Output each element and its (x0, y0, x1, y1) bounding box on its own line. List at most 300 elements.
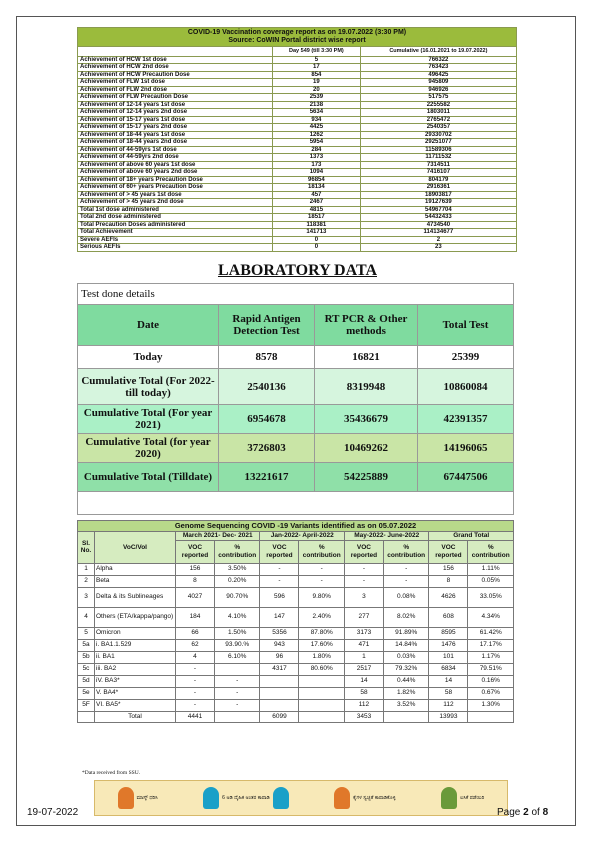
genome-row (78, 563, 514, 575)
vaccination-row-label: Achievement of 15-17 years 1st dose (78, 116, 273, 124)
vaccination-row-cumulative: 11589306 (360, 146, 516, 154)
mask-person-icon (118, 787, 134, 809)
vaccination-row-day: 0 (273, 244, 361, 252)
vaccination-row-label: Achievement of 15-17 years 2nd dose (78, 124, 273, 132)
genome-total-blank (214, 711, 260, 722)
genome-cell-p1v: 4027 (176, 587, 215, 607)
vaccination-row-day: 18134 (273, 184, 361, 192)
genome-cell-gp: 79.51% (468, 663, 514, 675)
lab-row-rtpcr: 54225889 (315, 463, 418, 492)
vaccination-row-cumulative: 2765472 (360, 116, 516, 124)
genome-cell-gp: 0.16% (468, 675, 514, 687)
genome-total-blank (299, 711, 345, 722)
vaccination-row-label: Total Precaution Doses administered (78, 221, 273, 229)
lab-caption: Test done details (78, 284, 514, 305)
vaccination-table (77, 27, 517, 252)
vaccination-row-cumulative: 763423 (360, 64, 516, 72)
vaccination-row-label: Achievement of > 45 years 2nd dose (78, 199, 273, 207)
genome-cell-p1p: 3.50% (214, 563, 260, 575)
genome-cell-name: V. BA4* (95, 687, 176, 699)
vaccination-row-cumulative: 7416107 (360, 169, 516, 177)
vaccination-row-cumulative: 29330702 (360, 131, 516, 139)
vaccination-row-cumulative: 19127639 (360, 199, 516, 207)
lab-row-rtpcr: 8319948 (315, 369, 418, 405)
vaccination-row-cumulative: 766322 (360, 56, 516, 64)
lab-row-total: 25399 (418, 346, 514, 369)
genome-cell-p2v (260, 687, 299, 699)
vaccination-row-label: Achievement of FLW Precaution Dose (78, 94, 273, 102)
vaccination-row-label: Total Achievement (78, 229, 273, 237)
vaccination-row (78, 56, 517, 64)
genome-cell-p1v: 62 (176, 639, 215, 651)
genome-cell-name: Others (ETA/kappa/pango) (95, 607, 176, 627)
lab-blank-row (78, 492, 514, 515)
lab-row-rtpcr: 35436679 (315, 405, 418, 434)
genome-cell-p3v: 277 (344, 607, 383, 627)
vaccination-row-day: 1373 (273, 154, 361, 162)
lab-row-rtpcr: 16821 (315, 346, 418, 369)
genome-cell-gp: 1.17% (468, 651, 514, 663)
genome-cell-gv: 101 (429, 651, 468, 663)
vaccination-row-cumulative: 54967704 (360, 206, 516, 214)
genome-cell-name: Alpha (95, 563, 176, 575)
hand-wash-icon (334, 787, 350, 809)
lab-row-total: 42391357 (418, 405, 514, 434)
vaccination-row (78, 131, 517, 139)
lab-row-label: Cumulative Total (for year 2020) (78, 434, 219, 463)
vaccination-title (78, 28, 517, 47)
vaccination-title-text: COVID-19 Vaccination coverage report as on 19.07.2022 (3:30 PM) (187, 29, 407, 36)
vaccination-row-day: 457 (273, 191, 361, 199)
genome-row (78, 587, 514, 607)
genome-cell-p1v: - (176, 687, 215, 699)
vaccination-row-label: Total 2nd dose administered (78, 214, 273, 222)
genome-cell-p3p: 8.02% (383, 607, 429, 627)
lab-row-total: 14196065 (418, 434, 514, 463)
genome-row (78, 699, 514, 711)
genome-cell-name: Delta & its Sublineages (95, 587, 176, 607)
genome-cell-p3p: - (383, 575, 429, 587)
vaccination-row-label: Achievement of 18-44 years 1st dose (78, 131, 273, 139)
vaccination-row-cumulative: 4734540 (360, 221, 516, 229)
genome-cell-p3v: 3 (344, 587, 383, 607)
lab-row (78, 463, 514, 492)
genome-cell-p3v: 3173 (344, 627, 383, 639)
vaccination-source: Source: CoWIN Portal district wise report (228, 37, 366, 44)
vaccination-row-day: 18517 (273, 214, 361, 222)
vaccination-row-day: 2467 (273, 199, 361, 207)
genome-cell-gp: 0.67% (468, 687, 514, 699)
vaccination-row-day: 854 (273, 71, 361, 79)
genome-cell-sl: 5a (78, 639, 95, 651)
vaccination-row-label: Achievement of 18-44 years 2nd dose (78, 139, 273, 147)
genome-total-p1v: 4441 (176, 711, 215, 722)
lab-table (77, 283, 514, 515)
lab-row (78, 405, 514, 434)
genome-cell-p1v: - (176, 675, 215, 687)
banner-hands (334, 787, 396, 809)
vaccination-row-day: 141713 (273, 229, 361, 237)
genome-body (78, 563, 514, 711)
vaccination-row (78, 86, 517, 94)
lab-row-label: Cumulative Total (For 2022- till today) (78, 369, 219, 405)
genome-row (78, 575, 514, 587)
vaccination-row-cumulative: 114134677 (360, 229, 516, 237)
genome-cell-p2p: 9.80% (299, 587, 345, 607)
genome-cell-p2p: 17.60% (299, 639, 345, 651)
genome-cell-p2p: 1.80% (299, 651, 345, 663)
genome-cell-gv: 156 (429, 563, 468, 575)
vaccination-row-day: 96854 (273, 176, 361, 184)
vaccination-row (78, 221, 517, 229)
vaccination-row (78, 206, 517, 214)
vaccination-row-cumulative: 517575 (360, 94, 516, 102)
genome-cell-gp: 33.05% (468, 587, 514, 607)
footer-date: 19-07-2022 (27, 807, 79, 818)
banner-mask (118, 787, 158, 809)
genome-header-grand-total: Grand Total (429, 532, 514, 541)
lab-row-label: Cumulative Total (Tilldate) (78, 463, 219, 492)
vaccination-row-day: 284 (273, 146, 361, 154)
vaccination-row (78, 101, 517, 109)
lab-row-rtpcr: 10469262 (315, 434, 418, 463)
genome-header-period3: May-2022- June-2022 (344, 532, 428, 541)
vaccination-row-label: Total 1st dose administered (78, 206, 273, 214)
genome-cell-p1p (214, 663, 260, 675)
genome-sub-pct: % contribution (214, 540, 260, 563)
vaccination-row-label: Achievement of 44-59yrs 1st dose (78, 146, 273, 154)
genome-cell-gv: 1476 (429, 639, 468, 651)
genome-cell-p2p: 2.40% (299, 607, 345, 627)
genome-cell-name: iii. BA2 (95, 663, 176, 675)
person-icon (203, 787, 219, 809)
page-current: 2 (523, 807, 529, 818)
lab-row-total: 10860084 (418, 369, 514, 405)
lab-row-rat: 2540136 (219, 369, 315, 405)
genome-cell-p2v: 5356 (260, 627, 299, 639)
vaccination-row-label: Severe AEFIs (78, 236, 273, 244)
genome-cell-p2v (260, 675, 299, 687)
banner-distance (203, 787, 289, 809)
vaccination-row-day: 5 (273, 56, 361, 64)
genome-cell-p3v: 112 (344, 699, 383, 711)
vaccination-row-day: 118381 (273, 221, 361, 229)
vaccination-row-cumulative: 804179 (360, 176, 516, 184)
genome-sub-voc: VOC reported (344, 540, 383, 563)
genome-cell-gv: 4626 (429, 587, 468, 607)
lab-row (78, 346, 514, 369)
lab-row (78, 369, 514, 405)
genome-cell-p3p: 0.44% (383, 675, 429, 687)
vaccination-row (78, 154, 517, 162)
awareness-banner (94, 780, 508, 816)
genome-total-p2v: 6099 (260, 711, 299, 722)
vaccination-row-day: 2138 (273, 101, 361, 109)
genome-header-period1: March 2021- Dec- 2021 (176, 532, 260, 541)
vaccination-row-label: Achievement of FLW 2nd dose (78, 86, 273, 94)
genome-cell-p2v: - (260, 575, 299, 587)
vaccination-row-cumulative: 2916361 (360, 184, 516, 192)
genome-cell-gp: 61.42% (468, 627, 514, 639)
vaccination-row (78, 79, 517, 87)
lab-row-rat: 13221617 (219, 463, 315, 492)
page-mid: of (528, 807, 543, 818)
person-icon (273, 787, 289, 809)
genome-cell-sl: 5d (78, 675, 95, 687)
genome-cell-p3v: 58 (344, 687, 383, 699)
genome-cell-p2v: 147 (260, 607, 299, 627)
genome-cell-gv: 58 (429, 687, 468, 699)
vaccination-row-day: 5954 (273, 139, 361, 147)
genome-row (78, 627, 514, 639)
genome-cell-p2p (299, 675, 345, 687)
genome-sub-pct: % contribution (468, 540, 514, 563)
vaccination-row-cumulative: 11711532 (360, 154, 516, 162)
lab-row-total: 67447506 (418, 463, 514, 492)
genome-sub-voc: VOC reported (176, 540, 215, 563)
banner-hands-text: ಕೈಗಳ ಸ್ವಚ್ಛತೆ ಕಾಪಾಡಿಕೊಳ್ಳಿ (353, 795, 396, 801)
vaccination-row-cumulative: 18903817 (360, 191, 516, 199)
genome-cell-p1p: - (214, 699, 260, 711)
genome-title: Genome Sequencing COVID -19 Variants identified as on 05.07.2022 (78, 521, 514, 532)
genome-cell-p1p: 1.50% (214, 627, 260, 639)
genome-cell-p3v: 2517 (344, 663, 383, 675)
genome-cell-sl: 2 (78, 575, 95, 587)
genome-cell-gp: 4.34% (468, 607, 514, 627)
genome-cell-gp: 17.17% (468, 639, 514, 651)
genome-cell-sl: 5c (78, 663, 95, 675)
genome-cell-sl: 5b (78, 651, 95, 663)
genome-cell-p1p: 90.70% (214, 587, 260, 607)
genome-row (78, 651, 514, 663)
genome-cell-sl: 1 (78, 563, 95, 575)
genome-cell-p1v: 8 (176, 575, 215, 587)
genome-cell-p1p: 6.10% (214, 651, 260, 663)
vaccination-row (78, 161, 517, 169)
genome-cell-gv: 14 (429, 675, 468, 687)
vaccination-row-label: Achievement of 18+ years Precaution Dose (78, 176, 273, 184)
genome-cell-name: i. BA1.1.529 (95, 639, 176, 651)
genome-cell-gv: 8 (429, 575, 468, 587)
genome-cell-p2v: - (260, 563, 299, 575)
vaccination-row (78, 109, 517, 117)
lab-header-total: Total Test (418, 305, 514, 346)
genome-header-sl: Sl. No. (78, 532, 95, 564)
vaccination-row-day: 4425 (273, 124, 361, 132)
banner-distance-text: 6 ಅಡಿ ದೈಹಿಕ ಅಂತರ ಕಾಪಾಡಿ (222, 795, 270, 801)
genome-cell-sl: 5F (78, 699, 95, 711)
vaccination-row-label: Achievement of FLW 1st dose (78, 79, 273, 87)
vaccination-row-day: 20 (273, 86, 361, 94)
genome-cell-gv: 112 (429, 699, 468, 711)
vaccination-row-cumulative: 7314511 (360, 161, 516, 169)
lab-row-rat: 3726803 (219, 434, 315, 463)
vaccination-row-day: 2539 (273, 94, 361, 102)
vaccination-row-day: 5634 (273, 109, 361, 117)
vaccination-row (78, 229, 517, 237)
vaccination-row-cumulative: 2540357 (360, 124, 516, 132)
genome-row (78, 687, 514, 699)
genome-cell-p1v: 184 (176, 607, 215, 627)
genome-cell-p1p: 93.90.% (214, 639, 260, 651)
vaccination-row-label: Achievement of HCW 2nd dose (78, 64, 273, 72)
vaccination-row-label: Achievement of above 60 years 2nd dose (78, 169, 273, 177)
genome-cell-name: iV. BA3* (95, 675, 176, 687)
genome-cell-p2p: 87.80% (299, 627, 345, 639)
page-total: 8 (542, 807, 549, 818)
genome-cell-p3v: 471 (344, 639, 383, 651)
genome-cell-p2p (299, 699, 345, 711)
vaccination-row-label: Achievement of > 45 years 1st dose (78, 191, 273, 199)
vaccination-row-cumulative: 496425 (360, 71, 516, 79)
vaccination-row (78, 191, 517, 199)
lab-row-label: Cumulative Total (For year 2021) (78, 405, 219, 434)
genome-cell-p3p: 79.32% (383, 663, 429, 675)
genome-cell-p2p: - (299, 563, 345, 575)
vaccination-row (78, 116, 517, 124)
genome-cell-name: Beta (95, 575, 176, 587)
banner-mask-text: ಮಾಸ್ಕ್ ಧರಿಸಿ (136, 795, 158, 801)
vaccination-row-cumulative: 945809 (360, 79, 516, 87)
genome-cell-p3v: 1 (344, 651, 383, 663)
genome-cell-name: ii. BA1 (95, 651, 176, 663)
vaccination-row (78, 124, 517, 132)
vaccination-row (78, 64, 517, 72)
genome-cell-p3p: 0.08% (383, 587, 429, 607)
genome-cell-name: Omicron (95, 627, 176, 639)
genome-cell-gp: 1.11% (468, 563, 514, 575)
genome-cell-p3v: - (344, 563, 383, 575)
genome-cell-gp: 1.30% (468, 699, 514, 711)
genome-sub-voc: VOC reported (429, 540, 468, 563)
vaccination-row (78, 146, 517, 154)
lab-row-rat: 6954678 (219, 405, 315, 434)
genome-total-sl (78, 711, 95, 722)
vaccination-row-label: Achievement of above 60 years 1st dose (78, 161, 273, 169)
vaccination-body (78, 56, 517, 251)
banner-vaccine-text: ಲಸಿಕೆ ಪಡೆಯಿರಿ (459, 795, 485, 801)
lab-row-rat: 8578 (219, 346, 315, 369)
genome-total-blank (383, 711, 429, 722)
vaccination-row-label: Achievement of HCW Precaution Dose (78, 71, 273, 79)
genome-cell-sl: 5 (78, 627, 95, 639)
genome-cell-gv: 8595 (429, 627, 468, 639)
genome-row (78, 607, 514, 627)
genome-cell-p3p: 1.82% (383, 687, 429, 699)
vaccination-row-day: 1094 (273, 169, 361, 177)
genome-total-blank (468, 711, 514, 722)
genome-cell-p3p: 3.52% (383, 699, 429, 711)
genome-cell-p1v: 4 (176, 651, 215, 663)
vaccination-row-day: 17 (273, 64, 361, 72)
genome-cell-p2p: 80.60% (299, 663, 345, 675)
vaccination-row (78, 71, 517, 79)
vaccination-row (78, 139, 517, 147)
vaccination-row-day: 4815 (273, 206, 361, 214)
vaccination-header-blank (78, 47, 273, 57)
lab-header-date: Date (78, 305, 219, 346)
genome-row (78, 663, 514, 675)
genome-cell-p1v: 156 (176, 563, 215, 575)
genome-total-gv: 13993 (429, 711, 468, 722)
banner-vaccine (441, 787, 484, 809)
lab-row (78, 434, 514, 463)
vaccination-row (78, 176, 517, 184)
genome-cell-p2p (299, 687, 345, 699)
vaccination-row-label: Achievement of 12-14 years 1st dose (78, 101, 273, 109)
footnote: *Data received from SSU. (82, 770, 141, 776)
genome-header-period2: Jan-2022- April-2022 (260, 532, 344, 541)
vaccination-row (78, 94, 517, 102)
genome-cell-p1p: 0.20% (214, 575, 260, 587)
genome-cell-p2v: 596 (260, 587, 299, 607)
vaccination-row-label: Achievement of 44-59yrs 2nd dose (78, 154, 273, 162)
genome-cell-p1p: - (214, 687, 260, 699)
vaccination-row (78, 199, 517, 207)
genome-cell-p1p: 4.10% (214, 607, 260, 627)
lab-header-rtpcr: RT PCR & Other methods (315, 305, 418, 346)
genome-cell-p3p: 91.89% (383, 627, 429, 639)
genome-table (77, 520, 514, 723)
vaccination-row-cumulative: 23 (360, 244, 516, 252)
genome-row (78, 675, 514, 687)
genome-cell-gv: 6834 (429, 663, 468, 675)
genome-sub-voc: VOC reported (260, 540, 299, 563)
genome-cell-gp: 0.05% (468, 575, 514, 587)
lab-header-rat: Rapid Antigen Detection Test (219, 305, 315, 346)
genome-cell-p3p: 0.03% (383, 651, 429, 663)
genome-cell-gv: 608 (429, 607, 468, 627)
genome-cell-p1v: - (176, 699, 215, 711)
vaccination-row (78, 236, 517, 244)
genome-cell-p2v (260, 699, 299, 711)
vaccination-row-day: 1262 (273, 131, 361, 139)
genome-total-label: Total (95, 711, 176, 722)
genome-sub-pct: % contribution (299, 540, 345, 563)
genome-cell-p2p: - (299, 575, 345, 587)
page-prefix: Page (497, 807, 524, 818)
genome-cell-p1v: - (176, 663, 215, 675)
genome-total-p3v: 3453 (344, 711, 383, 722)
lab-title: LABORATORY DATA (217, 262, 377, 279)
genome-row (78, 639, 514, 651)
lab-row-label: Today (78, 346, 219, 369)
vaccine-icon (441, 787, 457, 809)
genome-header-voc: VoC/VoI (95, 532, 176, 564)
genome-sub-pct: % contribution (383, 540, 429, 563)
vaccination-row-cumulative: 54432433 (360, 214, 516, 222)
vaccination-row (78, 244, 517, 252)
vaccination-row (78, 214, 517, 222)
footer-page-number (497, 807, 548, 818)
genome-cell-p2v: 943 (260, 639, 299, 651)
vaccination-row-day: 934 (273, 116, 361, 124)
genome-cell-p1p: - (214, 675, 260, 687)
vaccination-row-cumulative: 2255582 (360, 101, 516, 109)
genome-cell-p3v: - (344, 575, 383, 587)
vaccination-row-label: Achievement of 12-14 years 2nd dose (78, 109, 273, 117)
genome-cell-sl: 3 (78, 587, 95, 607)
vaccination-row-day: 19 (273, 79, 361, 87)
genome-cell-p2v: 4317 (260, 663, 299, 675)
genome-cell-p1v: 66 (176, 627, 215, 639)
vaccination-row-cumulative: 2 (360, 236, 516, 244)
vaccination-header-cumulative: Cumulative (16.01.2021 to 19.07.2022) (360, 47, 516, 57)
vaccination-row-label: Achievement of 60+ years Precaution Dose (78, 184, 273, 192)
genome-cell-p3p: - (383, 563, 429, 575)
vaccination-row (78, 184, 517, 192)
vaccination-row-label: Achievement of HCW 1st dose (78, 56, 273, 64)
